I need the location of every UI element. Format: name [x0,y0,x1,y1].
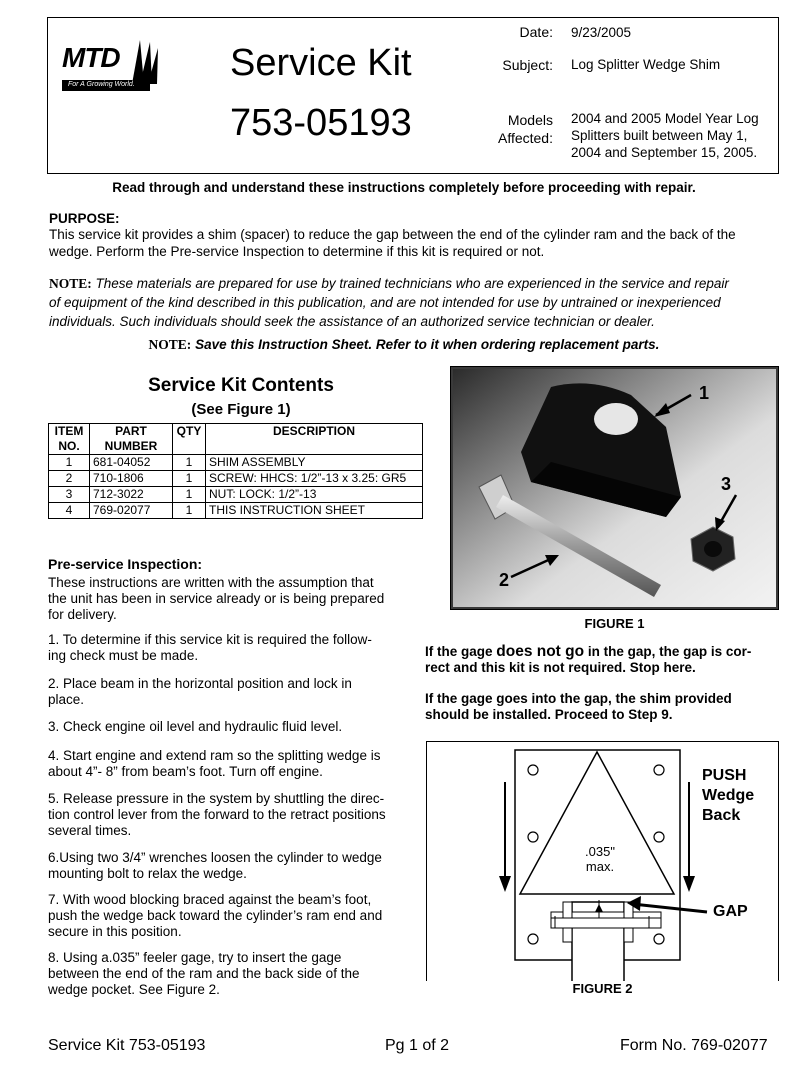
table-header-row [49,424,423,455]
text-line: Wedge [702,787,755,804]
date-value: 9/23/2005 [571,25,632,40]
text-line: 3. Check engine oil level and hydraulic fluid level. [48,719,343,734]
note-line: individuals. Such individuals should seek the assistance of an authorized service technician or dealer. [49,314,655,329]
text-line: 6.Using two 3/4” wrenches loosen the cylinder to wedge [48,850,382,865]
parts-table [48,423,423,519]
purpose-line: wedge. Perform the Pre-service Inspection to determine if this kit is required or not. [49,244,545,259]
text-line: tion control lever from the forward to the retract positions [48,807,386,822]
note-block [49,274,789,331]
cell-desc: THIS INSTRUCTION SHEET [206,503,423,519]
kit-title: Service Kit [230,42,412,84]
step-2 [48,676,408,708]
figure-1-callout-2: 2 [499,570,510,590]
cell-qty: 1 [173,487,206,503]
gap-measurement [574,844,626,874]
note-line: of equipment of the kind described in this publication, and are not intended for use by untrained or inexperienced [49,295,721,310]
read-through-notice: Read through and understand these instructions completely before proceeding with repair. [112,180,696,195]
text-line: wedge pocket. See Figure 2. [48,982,220,997]
cell-item: 4 [49,503,90,519]
parts-table-wrap [48,423,423,519]
step-1 [48,632,408,664]
note2-text: Save this Instruction Sheet. Refer to it when ordering replacement parts. [195,337,660,352]
step-4 [48,748,408,780]
table-row [49,471,423,487]
text-line: 1. To determine if this service kit is required the follow- [48,632,372,647]
models-label [470,111,553,147]
gap-label: GAP [713,903,748,920]
cell-qty: 1 [173,503,206,519]
col-qty: QTY [173,424,206,455]
text-line: ing check must be made. [48,648,199,663]
text-line: 4. Start engine and extend ram so the splitting wedge is [48,748,381,763]
inspection-heading: Pre-service Inspection: [48,556,203,572]
gage-not-go [425,644,785,676]
text-line: push the wedge back toward the cylinder’s ram end and [48,908,383,923]
step-7 [48,892,408,940]
text-line: about 4”- 8” from beam’s foot. Turn off engine. [48,764,323,779]
contents-subheading: (See Figure 1) [191,401,291,418]
step-6 [48,850,408,882]
text-line: should be installed. Proceed to Step 9. [425,707,673,722]
table-row [49,487,423,503]
col-description: DESCRIPTION [206,424,423,455]
models-label-line: Affected: [497,130,553,146]
cell-part: 681-04052 [90,455,173,471]
logo-text: MTD [62,42,120,73]
cell-part: 769-02077 [90,503,173,519]
text-line: 2. Place beam in the horizontal position and lock in [48,676,352,691]
footer-kit: Service Kit 753-05193 [48,1037,206,1054]
text-line: mounting bolt to relax the wedge. [48,866,247,881]
note2-lead: NOTE: [148,337,192,352]
step-8 [48,950,408,998]
date-label: Date: [519,24,553,40]
text-line: secure in this position. [48,924,182,939]
text-line: 5. Release pressure in the system by shuttling the direc- [48,791,385,806]
figure-1-caption: FIGURE 1 [584,616,645,631]
cell-qty: 1 [173,455,206,471]
col-item: ITEM NO. [49,424,90,455]
cell-part: 712-3022 [90,487,173,503]
cell-desc: NUT: LOCK: 1/2”-13 [206,487,423,503]
purpose-line: This service kit provides a shim (spacer) to reduce the gap between the end of the cylinder ram and the back of the [49,227,736,242]
note-lead: NOTE: [49,276,92,291]
figure-2-caption: FIGURE 2 [426,981,779,996]
note2 [0,336,808,353]
text-line: several times. [48,823,132,838]
text-line: 8. Using a.035” feeler gage, try to insert the gage [48,950,342,965]
cell-item: 1 [49,455,90,471]
text-line: If the gage goes into the gap, the shim provided [425,691,732,706]
text-line: 7. With wood blocking braced against the beam’s foot, [48,892,372,907]
cell-desc: SCREW: HHCS: 1/2”-13 x 3.25: GR5 [206,471,423,487]
text-line: for delivery. [48,607,117,622]
push-label [702,766,754,826]
gage-goes [425,691,785,723]
step-5 [48,791,408,839]
kit-number: 753-05193 [230,102,412,144]
models-value-line: 2004 and 2005 Model Year Log [571,111,759,126]
subject-value: Log Splitter Wedge Shim [571,57,721,72]
figure-1-callout-1: 1 [699,383,710,403]
models-value-line: Splitters built between May 1, [571,128,748,143]
purpose-text [49,226,789,260]
text-line: max. [585,859,615,874]
logo-tagline: For A Growing World. [68,81,135,88]
inspection-intro [48,575,408,623]
text-line: between the end of the ram and the back side of the [48,966,360,981]
table-row [49,503,423,519]
cell-qty: 1 [173,471,206,487]
purpose-heading: PURPOSE: [49,211,120,226]
cell-part: 710-1806 [90,471,173,487]
note-line [49,274,789,293]
table-row [49,455,423,471]
col-part: PART NUMBER [90,424,173,455]
footer-page: Pg 1 of 2 [385,1037,450,1054]
text-line: place. [48,692,85,707]
text-line: rect and this kit is not required. Stop here. [425,660,696,675]
footer-form: Form No. 769-02077 [620,1037,768,1054]
text-line: the unit has been in service already or is being prepared [48,591,385,606]
text-line: If the gage does not go in the gap, the gap is cor- [425,643,752,660]
text-line: Back [702,807,741,824]
emphasis: does not go [496,643,585,660]
contents-heading: Service Kit Contents [148,375,334,396]
note-text: These materials are prepared for use by trained technicians who are experienced in the service and repair [95,276,729,291]
step-3 [48,719,408,735]
text-line: .035" [585,844,615,859]
subject-label: Subject: [502,57,553,73]
cell-desc: SHIM ASSEMBLY [206,455,423,471]
figure-1-callout-3: 3 [721,474,732,494]
models-label-line: Models [507,112,553,128]
cell-item: 2 [49,471,90,487]
models-value [571,110,759,161]
models-value-line: 2004 and September 15, 2005. [571,145,758,160]
text-line: These instructions are written with the assumption that [48,575,374,590]
text-line: PUSH [702,767,747,784]
cell-item: 3 [49,487,90,503]
